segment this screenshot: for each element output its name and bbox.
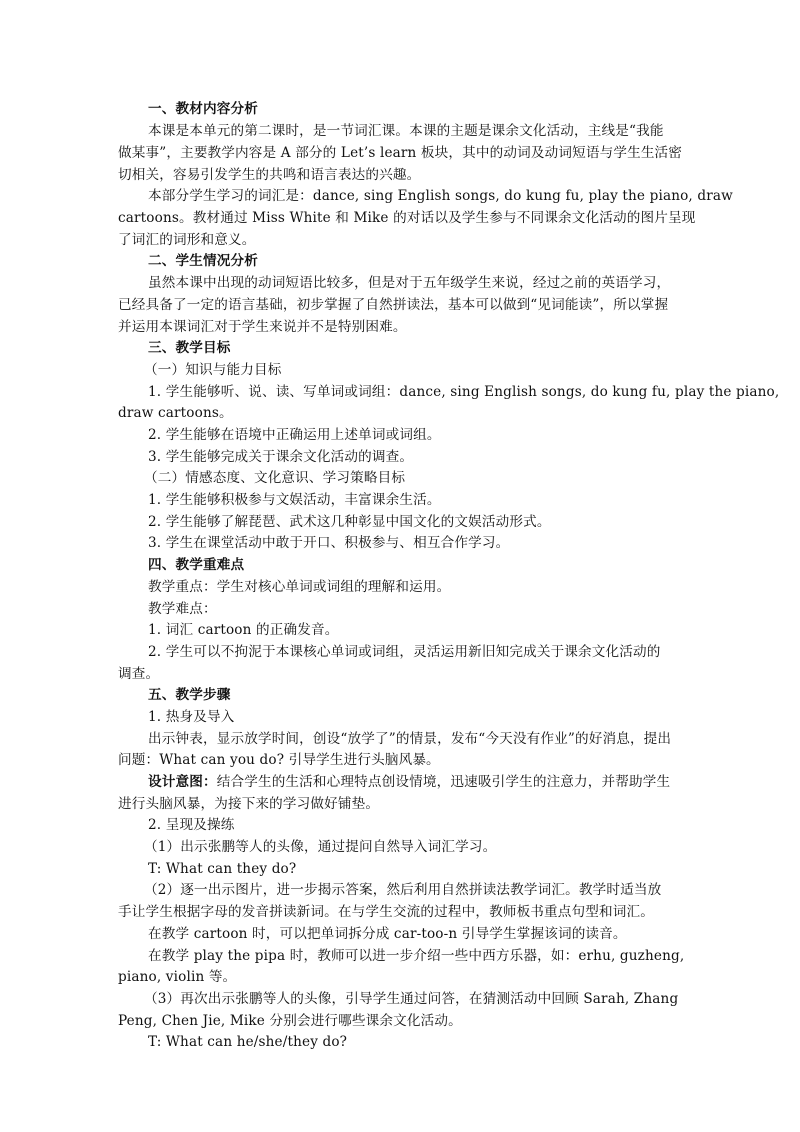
subsection-heading: （二）情感态度、文化意识、学习策略目标 (144, 470, 406, 486)
section-3-heading: 三、教学目标 (148, 340, 231, 356)
design-intent-text: 结合学生的生活和心理特点创设情境，迅速吸引学生的注意力，并帮助学生 (216, 774, 671, 790)
design-intent-line (148, 772, 670, 792)
list-item: 1. 学生能够听、说、读、写单词或词组：dance, sing English songs, do kung fu, play the piano, (148, 384, 780, 400)
paragraph-line: 教学重点：学生对核心单词或词组的理解和运用。 (148, 579, 451, 595)
section-5-heading: 五、教学步骤 (148, 687, 231, 703)
paragraph-line: 教学难点： (148, 601, 217, 617)
dialogue-line: T: What can they do? (148, 861, 297, 877)
list-item: 1. 学生能够积极参与文娱活动，丰富课余生活。 (148, 492, 441, 508)
paragraph-line: 出示钟表，显示放学时间，创设“放学了”的情景，发布“今天没有作业”的好消息，提出 (148, 731, 672, 747)
paragraph-line: 并运用本课词汇对于学生来说并不是特别困难。 (118, 319, 407, 335)
list-item-continued: 调查。 (118, 666, 160, 682)
paragraph-line: 进行头脑风暴，为接下来的学习做好铺垫。 (118, 796, 380, 812)
paragraph-line: （2）逐一出示图片，进一步揭示答案，然后利用自然拼读法教学词汇。教学时适当放 (144, 882, 662, 898)
section-2-heading: 二、学生情况分析 (148, 253, 258, 269)
section-1-heading: 一、教材内容分析 (148, 101, 258, 117)
paragraph-line: 虽然本课中出现的动词短语比较多，但是对于五年级学生来说，经过之前的英语学习， (148, 275, 671, 291)
paragraph-line: 已经具备了一定的语言基础，初步掌握了自然拼读法，基本可以做到“见词能读”，所以掌握 (118, 297, 669, 313)
subsection-heading: （一）知识与能力目标 (144, 362, 282, 378)
paragraph-line: 了词汇的词形和意义。 (118, 232, 256, 248)
paragraph-line: 切相关，容易引发学生的共鸣和语言表达的兴趣。 (118, 167, 421, 183)
list-item: 3. 学生在课堂活动中敢于开口、积极参与、相互合作学习。 (148, 535, 510, 551)
paragraph-line: Peng, Chen Jie, Mike 分别会进行哪些课余文化活动。 (118, 1013, 462, 1029)
list-item-continued: draw cartoons。 (118, 405, 233, 421)
paragraph-line: 做某事”，主要教学内容是 A 部分的 Let’s learn 板块，其中的动词及动词短语与学生生活密 (118, 145, 683, 161)
list-item: 2. 学生能够了解琵琶、武术这几种彰显中国文化的文娱活动形式。 (148, 514, 551, 530)
paragraph-line: piano, violin 等。 (118, 969, 237, 985)
paragraph-line: 本部分学生学习的词汇是：dance, sing English songs, do kung fu, play the piano, draw (148, 188, 733, 204)
list-item: 2. 学生可以不拘泥于本课核心单词或词组，灵活运用新旧知完成关于课余文化活动的 (148, 644, 661, 660)
dialogue-line: T: What can he/she/they do? (148, 1034, 348, 1050)
paragraph-line: （3）再次出示张鹏等人的头像，引导学生通过问答，在猜测活动中回顾 Sarah, Zhang (144, 991, 679, 1007)
step-heading: 2. 呈现及操练 (148, 817, 235, 833)
paragraph-line: （1）出示张鹏等人的头像，通过提问自然导入词汇学习。 (144, 839, 497, 855)
step-heading: 1. 热身及导入 (148, 709, 235, 725)
paragraph-line: 手让学生根据字母的发音拼读新词。在与学生交流的过程中，教师板书重点句型和词汇。 (118, 904, 655, 920)
paragraph-line: 本课是本单元的第二课时，是一节词汇课。本课的主题是课余文化活动，主线是“我能 (148, 123, 664, 139)
section-4-heading: 四、教学重难点 (148, 557, 245, 573)
paragraph-line: 问题：What can you do? 引导学生进行头脑风暴。 (118, 752, 440, 768)
design-intent-label: 设计意图： (148, 774, 217, 790)
list-item: 3. 学生能够完成关于课余文化活动的调查。 (148, 449, 414, 465)
paragraph-line: 在教学 play the pipa 时，教师可以进一步介绍一些中西方乐器，如：erhu, guzheng, (148, 948, 685, 964)
paragraph-line: cartoons。教材通过 Miss White 和 Mike 的对话以及学生参与不同课余文化活动的图片呈现 (118, 210, 696, 226)
paragraph-line: 在教学 cartoon 时，可以把单词拆分成 car-too-n 引导学生掌握该词的读音。 (148, 926, 627, 942)
list-item: 2. 学生能够在语境中正确运用上述单词或词组。 (148, 427, 441, 443)
list-item: 1. 词汇 cartoon 的正确发音。 (148, 622, 339, 638)
